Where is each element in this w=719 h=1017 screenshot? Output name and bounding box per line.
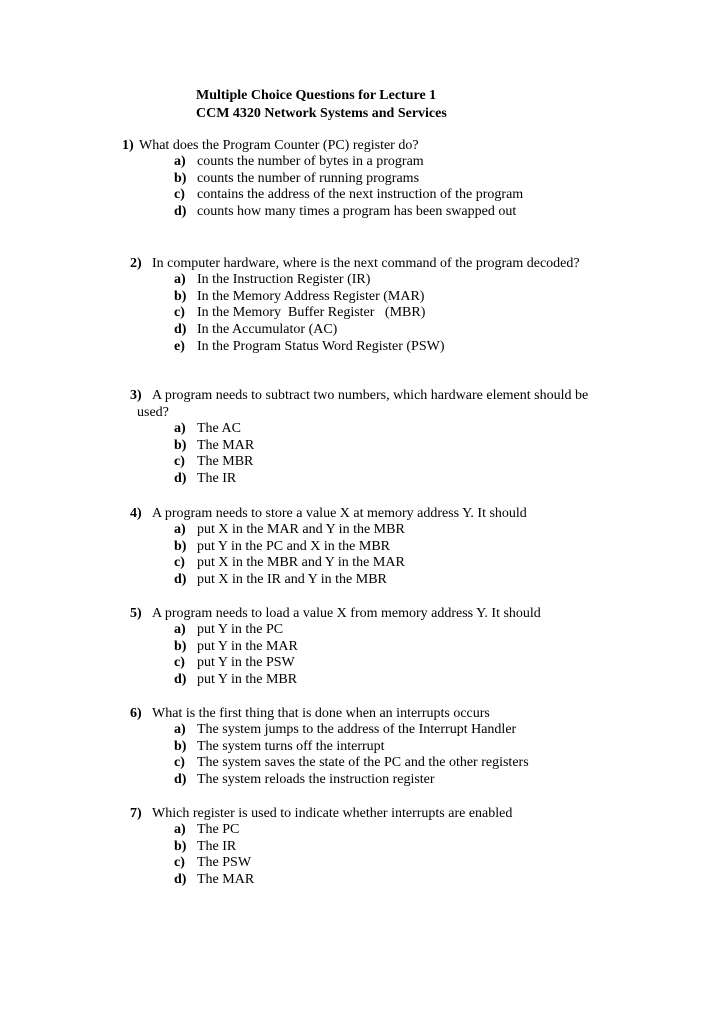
option-letter: a) <box>174 421 186 436</box>
option-text: counts the number of bytes in a program <box>197 154 424 169</box>
option-letter: c) <box>174 454 185 470</box>
option-letter: b) <box>174 838 187 854</box>
question-text: Which register is used to indicate whether interrupts are enabled <box>152 806 513 821</box>
option-text: put Y in the PC <box>197 622 284 637</box>
question-stem <box>0 137 719 154</box>
option <box>0 722 719 739</box>
option <box>0 772 719 789</box>
option-letter: c) <box>174 555 185 571</box>
option-letter: b) <box>174 738 187 754</box>
option-text: put Y in the MAR <box>197 638 298 654</box>
document-header <box>196 87 447 123</box>
question-stem-continued <box>0 404 719 421</box>
option-text: The AC <box>197 421 241 436</box>
option <box>0 739 719 756</box>
question-number: 4) <box>130 506 142 521</box>
option-letter: a) <box>174 522 186 537</box>
question-text: A program needs to subtract two numbers, which hardware element should be <box>152 388 589 403</box>
question-text: A program needs to load a value X from memory address Y. It should <box>152 606 541 621</box>
option-text: contains the address of the next instruction of the program <box>197 187 524 203</box>
question-number: 3) <box>130 388 142 403</box>
option-text: In the Memory Address Register (MAR) <box>197 288 425 304</box>
option <box>0 872 719 889</box>
option-text: The system saves the state of the PC and the other registers <box>197 755 529 771</box>
option-letter: d) <box>174 872 187 888</box>
question-text: What is the first thing that is done when an interrupts occurs <box>152 706 490 721</box>
option <box>0 622 719 639</box>
question-text: What does the Program Counter (PC) register do? <box>139 138 419 153</box>
option-letter: d) <box>174 672 187 688</box>
option-letter: d) <box>174 471 187 487</box>
header-course: CCM 4320 Network Systems and Services <box>196 106 447 121</box>
question-2 <box>0 255 719 355</box>
option-letter: b) <box>174 288 187 304</box>
option-letter: e) <box>174 338 185 354</box>
option-letter: a) <box>174 154 186 169</box>
option <box>0 289 719 306</box>
option-letter: d) <box>174 322 187 338</box>
option-letter: d) <box>174 772 187 788</box>
option-text: put Y in the PSW <box>197 655 295 671</box>
question-7 <box>0 805 719 889</box>
option-letter: d) <box>174 572 187 588</box>
option-letter: d) <box>174 204 187 220</box>
option <box>0 454 719 471</box>
option <box>0 421 719 438</box>
option <box>0 154 719 171</box>
question-6 <box>0 705 719 789</box>
option-text: counts how many times a program has been swapped out <box>197 204 517 220</box>
question-text: A program needs to store a value X at memory address Y. It should <box>152 506 527 521</box>
question-stem <box>0 505 719 522</box>
option <box>0 322 719 339</box>
option <box>0 539 719 556</box>
option <box>0 672 719 689</box>
option-text: In the Memory Buffer Register (MBR) <box>197 305 426 321</box>
option <box>0 655 719 672</box>
option-letter: a) <box>174 622 186 637</box>
option-letter: c) <box>174 755 185 771</box>
option <box>0 272 719 289</box>
option-text: The system reloads the instruction register <box>197 772 435 788</box>
question-5 <box>0 605 719 689</box>
option-text: The IR <box>197 471 237 487</box>
question-3 <box>0 387 719 488</box>
option <box>0 555 719 572</box>
question-stem <box>0 705 719 722</box>
option <box>0 639 719 656</box>
option-text: counts the number of running programs <box>197 170 420 186</box>
option-text: The MBR <box>197 454 254 470</box>
option-letter: b) <box>174 638 187 654</box>
option-text: The MAR <box>197 872 255 888</box>
question-text: In computer hardware, where is the next command of the program decoded? <box>152 256 580 271</box>
option <box>0 755 719 772</box>
question-text-continued: used? <box>137 405 169 420</box>
option <box>0 204 719 221</box>
question-number: 7) <box>130 806 142 821</box>
question-number: 6) <box>130 706 142 721</box>
header-title: Multiple Choice Questions for Lecture 1 <box>196 88 437 103</box>
option-letter: c) <box>174 655 185 671</box>
question-number: 2) <box>130 256 142 271</box>
option-text: The PC <box>197 822 240 837</box>
option-text: In the Instruction Register (IR) <box>197 272 371 287</box>
option <box>0 171 719 188</box>
option-text: In the Accumulator (AC) <box>197 322 338 338</box>
option-letter: c) <box>174 305 185 321</box>
option-text: The MAR <box>197 437 255 453</box>
question-stem <box>0 805 719 822</box>
option-text: The PSW <box>197 855 252 871</box>
question-stem <box>0 255 719 272</box>
option-letter: b) <box>174 170 187 186</box>
option-letter: a) <box>174 822 186 837</box>
option <box>0 438 719 455</box>
option <box>0 305 719 322</box>
option-letter: a) <box>174 272 186 287</box>
option <box>0 855 719 872</box>
option-letter: b) <box>174 437 187 453</box>
option <box>0 822 719 839</box>
option <box>0 522 719 539</box>
option-text: put X in the MAR and Y in the MBR <box>197 522 405 537</box>
option-letter: c) <box>174 187 185 203</box>
option-text: The system jumps to the address of the Interrupt Handler <box>197 722 517 737</box>
option <box>0 187 719 204</box>
option <box>0 471 719 488</box>
option <box>0 572 719 589</box>
question-number: 1) <box>122 138 134 153</box>
option-text: put Y in the PC and X in the MBR <box>197 538 391 554</box>
question-stem <box>0 605 719 622</box>
option <box>0 339 719 356</box>
question-number: 5) <box>130 606 142 621</box>
option-text: The IR <box>197 838 237 854</box>
option-letter: a) <box>174 722 186 737</box>
option-letter: c) <box>174 855 185 871</box>
option-text: In the Program Status Word Register (PSW) <box>197 338 445 354</box>
option-text: put X in the MBR and Y in the MAR <box>197 555 405 571</box>
option-text: The system turns off the interrupt <box>197 738 385 754</box>
question-4 <box>0 505 719 589</box>
question-1 <box>0 137 719 221</box>
option <box>0 839 719 856</box>
option-letter: b) <box>174 538 187 554</box>
question-stem <box>0 387 719 404</box>
option-text: put X in the IR and Y in the MBR <box>197 572 387 588</box>
option-text: put Y in the MBR <box>197 672 298 688</box>
